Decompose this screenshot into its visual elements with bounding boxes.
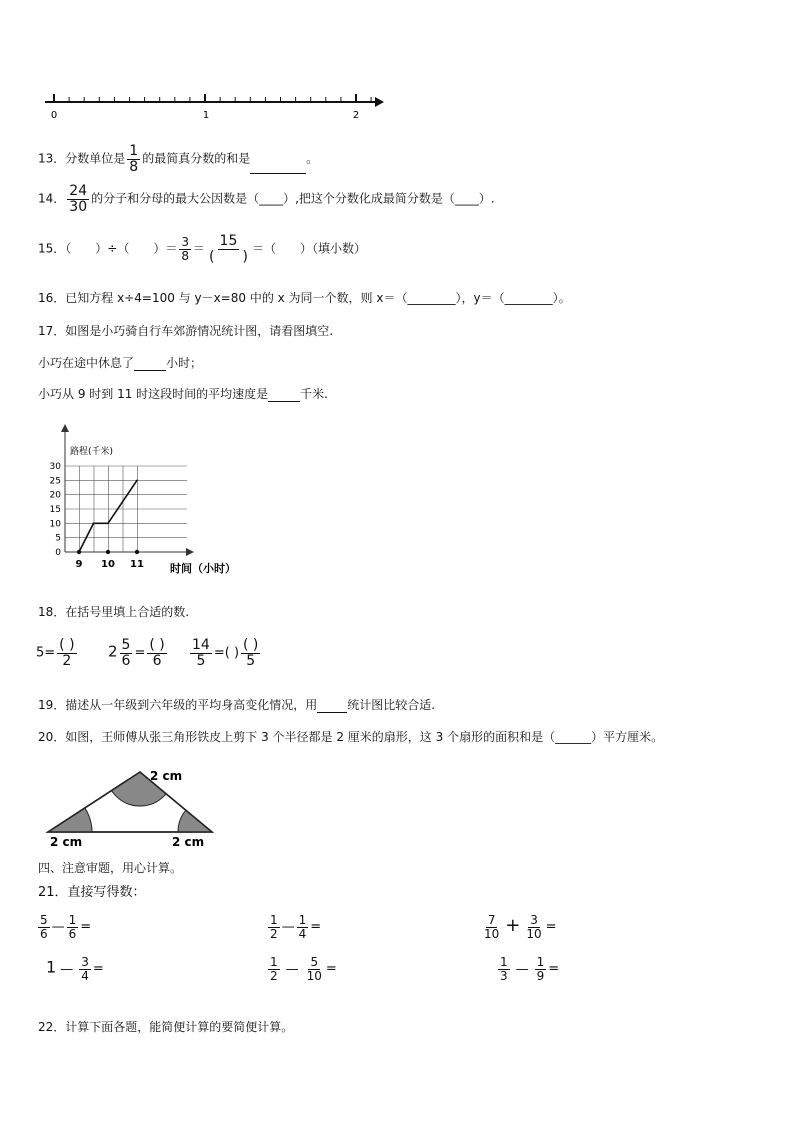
q18-e2-denominator: 6 (121, 652, 131, 669)
q18-e2-fraction (120, 638, 133, 668)
calc1-eq[interactable]: = (80, 919, 92, 935)
question-15 (38, 234, 366, 264)
q19-number: 19． (38, 698, 66, 712)
q18-e3-fraction (190, 638, 212, 668)
question-20 (38, 729, 663, 745)
calc2-a-num: 1 (270, 913, 278, 927)
calc5-op: — (285, 961, 299, 977)
calc4-whole: 1 (46, 957, 57, 977)
q14-text: 的分子和分母的最大公因数是（____）,把这个分数化成最简分数是（____）. (91, 191, 495, 206)
question-18 (38, 604, 189, 620)
y-tick-label: 25 (49, 476, 61, 487)
calc6-op: — (515, 961, 529, 977)
y-tick-label: 15 (49, 505, 61, 515)
q17-line1-post: 小时； (166, 356, 203, 370)
q14-frac-denominator: 30 (69, 198, 88, 215)
question-16 (38, 290, 571, 306)
calc4-b-num: 3 (81, 955, 89, 969)
calc3-a-den: 10 (484, 926, 500, 941)
calc5-eq[interactable]: = (325, 961, 337, 977)
calc6-b (535, 956, 547, 982)
q18-number: 18． (38, 605, 66, 619)
calc6-a-num: 1 (500, 955, 508, 969)
q18-e2-result-denominator: 6 (152, 652, 162, 669)
number-line (40, 90, 390, 125)
y-axis-arrow (61, 424, 69, 432)
q15-pre: （ ）÷（ ）＝ (65, 241, 178, 256)
calc-item-3 (480, 914, 557, 940)
calc2-eq[interactable]: = (310, 919, 322, 935)
q18-e3-result-denominator: 5 (246, 652, 256, 669)
q14-frac-numerator: 24 (69, 183, 88, 199)
q15-fraction-2 (207, 234, 250, 264)
calc4-op: — (60, 961, 74, 977)
x-tick-label: 11 (130, 559, 144, 570)
calc5-b (305, 956, 324, 982)
q17-blank-2[interactable] (268, 387, 300, 402)
y-axis-label: 路程(千米) (70, 447, 114, 457)
calc-item-4 (46, 956, 104, 982)
question-13 (38, 144, 318, 174)
calc1-b-den: 6 (68, 926, 77, 941)
q15-f1-denominator: 8 (181, 248, 189, 263)
q13-frac-numerator: 1 (129, 143, 139, 159)
calc1-a (38, 914, 50, 940)
calc-item-5 (266, 956, 337, 982)
x-tick-label: 10 (101, 559, 115, 570)
y-tick-label: 10 (49, 519, 61, 530)
calc1-a-num: 5 (40, 913, 48, 927)
calc2-b-num: 1 (298, 913, 307, 927)
calc3-b (524, 914, 543, 940)
y-tick-label: 0 (55, 548, 61, 558)
q13-fraction (127, 144, 140, 174)
data-point (78, 551, 80, 553)
calc2-b (297, 914, 309, 940)
calc1-b (67, 914, 79, 940)
q20-text: 如图，王师傅从张三角形铁皮上剪下 3 个半径都是 2 厘米的扇形，这 3 个扇形的面积和是（______）平方厘米。 (65, 730, 664, 744)
q18-e1-numerator[interactable]: ( ) (59, 637, 75, 653)
number-line-label-2: 2 (352, 110, 360, 121)
q15-eq: ＝ (192, 241, 205, 256)
chart-grid (65, 466, 187, 552)
calc6-a (498, 956, 510, 982)
calc5-a-den: 2 (270, 968, 278, 983)
q18-expression-1 (36, 638, 79, 668)
q18-text: 在括号里填上合适的数. (65, 605, 190, 619)
x-axis-arrow (186, 548, 194, 556)
triangle-sectors-figure (40, 762, 230, 852)
y-tick-label: 5 (55, 533, 61, 544)
q19-blank[interactable] (317, 698, 347, 713)
calc6-b-den: 9 (536, 968, 545, 983)
calc3-a (482, 914, 501, 940)
q18-e3-result-numerator[interactable]: ( ) (243, 637, 259, 653)
question-19 (38, 697, 435, 713)
calc4-b (79, 956, 91, 982)
q15-f2-numerator: 15 (219, 233, 238, 249)
calc5-b-den: 10 (306, 968, 322, 983)
calc-item-2 (266, 914, 321, 940)
q15-f1-numerator: 3 (181, 235, 189, 250)
number-line-label-1: 1 (202, 110, 210, 121)
q17-number: 17． (38, 324, 66, 338)
calc3-eq[interactable]: = (545, 919, 557, 935)
q18-e3-result (241, 638, 260, 668)
calc6-eq[interactable]: = (548, 961, 560, 977)
calc6-a-den: 3 (500, 968, 508, 983)
question-21-title: 21．直接写得数： (38, 885, 146, 900)
q16-text: 已知方程 x÷4=100 与 y－x=80 中的 x 为同一个数，则 x＝（________），y＝（________）。 (65, 291, 571, 305)
q17-line-1 (38, 355, 202, 371)
calc3-b-den: 10 (526, 926, 542, 941)
q18-e3-eq: = (213, 645, 225, 661)
q15-fraction-1 (179, 236, 191, 262)
calc6-b-num: 1 (536, 955, 545, 969)
q13-answer-blank[interactable] (250, 159, 306, 174)
q18-expression-2 (108, 638, 169, 668)
radius-label-right: 2 cm (172, 835, 205, 849)
x-tick-dot (106, 550, 110, 554)
calc1-a-den: 6 (40, 926, 48, 941)
q17-line2-post: 千米. (300, 387, 328, 401)
q17-line1-pre: 小巧在途中休息了 (38, 356, 135, 370)
calc2-a (268, 914, 280, 940)
x-tick-label: 9 (75, 559, 83, 570)
q19-pre: 描述从一年级到六年级的平均身高变化情况，用 (65, 698, 318, 712)
q18-expression-3 (188, 638, 262, 668)
radius-label-top: 2 cm (150, 769, 183, 783)
q17-blank-1[interactable] (134, 356, 166, 371)
q17-line-2 (38, 386, 328, 402)
q14-fraction (67, 184, 89, 214)
calc3-op: + (505, 914, 521, 936)
q15-number: 15． (38, 241, 66, 256)
q15-f2-denominator: ( ) (209, 248, 248, 265)
q18-e2-whole: 2 (108, 642, 118, 661)
q13-pre: 分数单位是 (65, 151, 126, 166)
q17-text: 如图是小巧骑自行车郊游情况统计图，请看图填空. (65, 324, 334, 338)
q13-frac-denominator: 8 (129, 158, 139, 175)
q18-e2-result-numerator[interactable]: ( ) (149, 637, 165, 653)
question-14 (38, 184, 495, 214)
x-tick-dot (135, 550, 139, 554)
section-4-title: 四、注意审题，用心计算。 (38, 861, 183, 875)
calc3-a-num: 7 (487, 913, 496, 927)
distance-series-line (79, 480, 137, 552)
q18-e1-denominator: 2 (62, 652, 72, 669)
q18-e3-whole-blank[interactable]: ( ) (224, 645, 240, 661)
calc5-a (268, 956, 280, 982)
q17-line2-pre: 小巧从 9 时到 11 时这段时间的平均速度是 (38, 387, 269, 401)
q19-post: 统计图比较合适. (347, 698, 436, 712)
x-axis-label: 时间（小时） (170, 562, 236, 575)
data-point (136, 480, 138, 482)
y-tick-label: 30 (49, 462, 61, 472)
calc2-b-den: 4 (298, 926, 307, 941)
q18-e2-result (147, 638, 166, 668)
data-point (107, 523, 109, 525)
radius-label-left: 2 cm (50, 835, 83, 849)
q14-number: 14． (38, 191, 66, 206)
calc-item-1 (36, 914, 91, 940)
q20-number: 20． (38, 730, 66, 744)
calc3-b-num: 3 (530, 913, 538, 927)
data-point (93, 523, 95, 525)
calc1-op: — (51, 919, 65, 935)
q13-number: 13． (38, 151, 66, 166)
calc2-a-den: 2 (270, 926, 278, 941)
calc5-a-num: 1 (270, 955, 278, 969)
calc4-b-den: 4 (81, 968, 89, 983)
calc-item-6 (496, 956, 559, 982)
calc2-op: — (281, 919, 295, 935)
q13-end: 。 (306, 151, 319, 166)
q16-number: 16． (38, 291, 66, 305)
q15-post: ＝（ ）（填小数） (251, 241, 366, 256)
distance-time-chart (30, 420, 260, 580)
calc5-b-num: 5 (310, 955, 319, 969)
q18-e1-pre: 5= (36, 645, 56, 661)
number-line-label-0: 0 (50, 110, 58, 121)
q13-post: 的最简真分数的和是 (142, 151, 251, 166)
q18-e1-fraction (57, 638, 76, 668)
q18-e3-denominator: 5 (196, 652, 206, 669)
y-tick-label: 20 (49, 490, 61, 501)
calc4-eq[interactable]: = (92, 961, 104, 977)
question-22: 22．计算下面各题，能简便计算的要简便计算。 (38, 1020, 294, 1034)
q18-e3-numerator: 14 (192, 637, 210, 653)
calc1-b-num: 1 (68, 913, 77, 927)
question-17 (38, 323, 333, 339)
q18-e2-eq: = (134, 645, 146, 661)
q18-e2-numerator: 5 (121, 637, 131, 653)
